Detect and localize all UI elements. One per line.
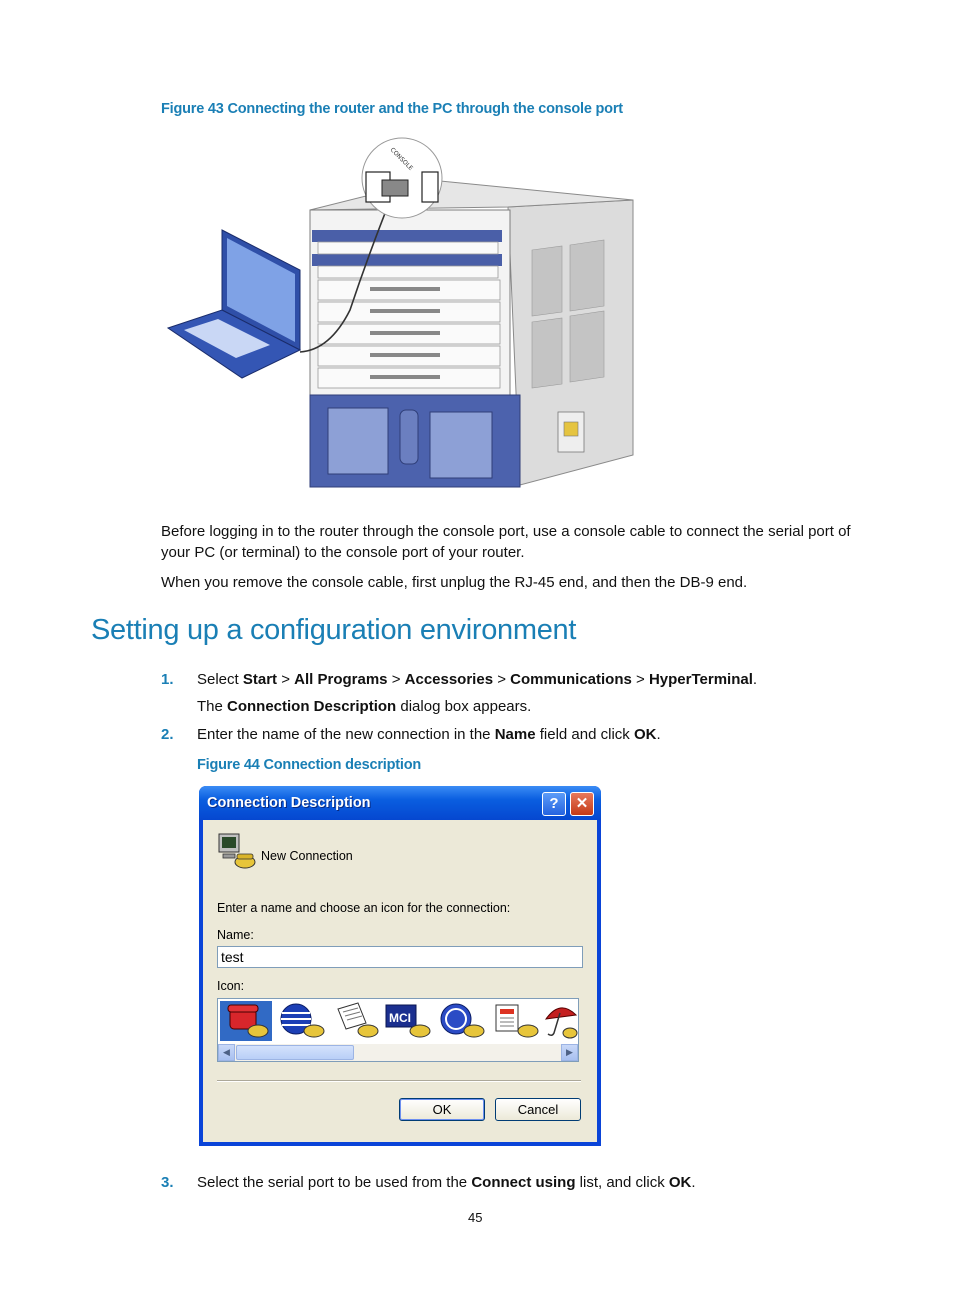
instruction-text: Enter a name and choose an icon for the connection: — [217, 901, 511, 915]
name-label: Name: — [217, 928, 254, 942]
scroll-left-button[interactable]: ◀ — [218, 1044, 235, 1061]
scroll-thumb[interactable] — [236, 1045, 354, 1060]
remove-cable-paragraph: When you remove the console cable, first unplug the RJ-45 end, and then the DB-9 end. — [161, 574, 748, 591]
scroll-right-button[interactable]: ▶ — [561, 1044, 578, 1061]
step-2-number: 2. — [161, 726, 174, 743]
figure-44-caption: Figure 44 Connection description — [197, 757, 422, 773]
connection-description-dialog — [199, 786, 601, 1146]
ge-phone-icon[interactable] — [436, 1001, 488, 1041]
dialog-client-area — [203, 820, 597, 1142]
icon-label: Icon: — [217, 979, 245, 993]
section-title: Setting up a configuration environment — [91, 614, 577, 646]
close-button[interactable]: ✕ — [570, 792, 594, 816]
intro-paragraph-line-1: Before logging in to the router through the console port, use a console cable to connect the serial port of — [161, 523, 851, 540]
mci-phone-icon[interactable] — [382, 1001, 434, 1041]
new-connection-icon — [217, 832, 257, 872]
globe-phone-icon[interactable] — [276, 1001, 328, 1041]
step-1-number: 1. — [161, 671, 174, 688]
step-1-subtext: The Connection Description dialog box appears. — [197, 698, 532, 715]
step-2-text: Enter the name of the new connection in the Name field and click OK. — [197, 726, 661, 743]
notes-phone-icon[interactable] — [490, 1001, 542, 1041]
help-button[interactable]: ? — [542, 792, 566, 816]
document-phone-icon[interactable] — [330, 1001, 382, 1041]
dialog-title: Connection Description — [207, 795, 371, 811]
step-1-text: Select Start > All Programs > Accessories > Communications > HyperTerminal. — [197, 671, 758, 688]
console-port-label: CONSOLE — [388, 146, 415, 172]
new-connection-label: New Connection — [261, 849, 353, 863]
step-3-text: Select the serial port to be used from the Connect using list, and click OK. — [197, 1174, 696, 1191]
phone-icon[interactable] — [220, 1001, 272, 1041]
icon-list[interactable] — [217, 998, 579, 1062]
mci-text: MCI — [389, 1011, 411, 1025]
cancel-button[interactable]: Cancel — [495, 1098, 581, 1121]
page-number: 45 — [468, 1210, 483, 1225]
step-3-number: 3. — [161, 1174, 174, 1191]
router-pc-illustration — [160, 130, 640, 495]
umbrella-phone-icon[interactable] — [540, 1001, 578, 1041]
intro-paragraph-line-2: your PC (or terminal) to the console port of your router. — [161, 544, 525, 561]
figure-43-caption: Figure 43 Connecting the router and the PC through the console port — [161, 101, 623, 117]
name-input[interactable] — [217, 946, 583, 968]
dialog-separator — [217, 1080, 581, 1082]
ok-button[interactable]: OK — [399, 1098, 485, 1121]
icon-list-scrollbar[interactable] — [218, 1044, 578, 1061]
dialog-titlebar[interactable] — [199, 786, 601, 820]
